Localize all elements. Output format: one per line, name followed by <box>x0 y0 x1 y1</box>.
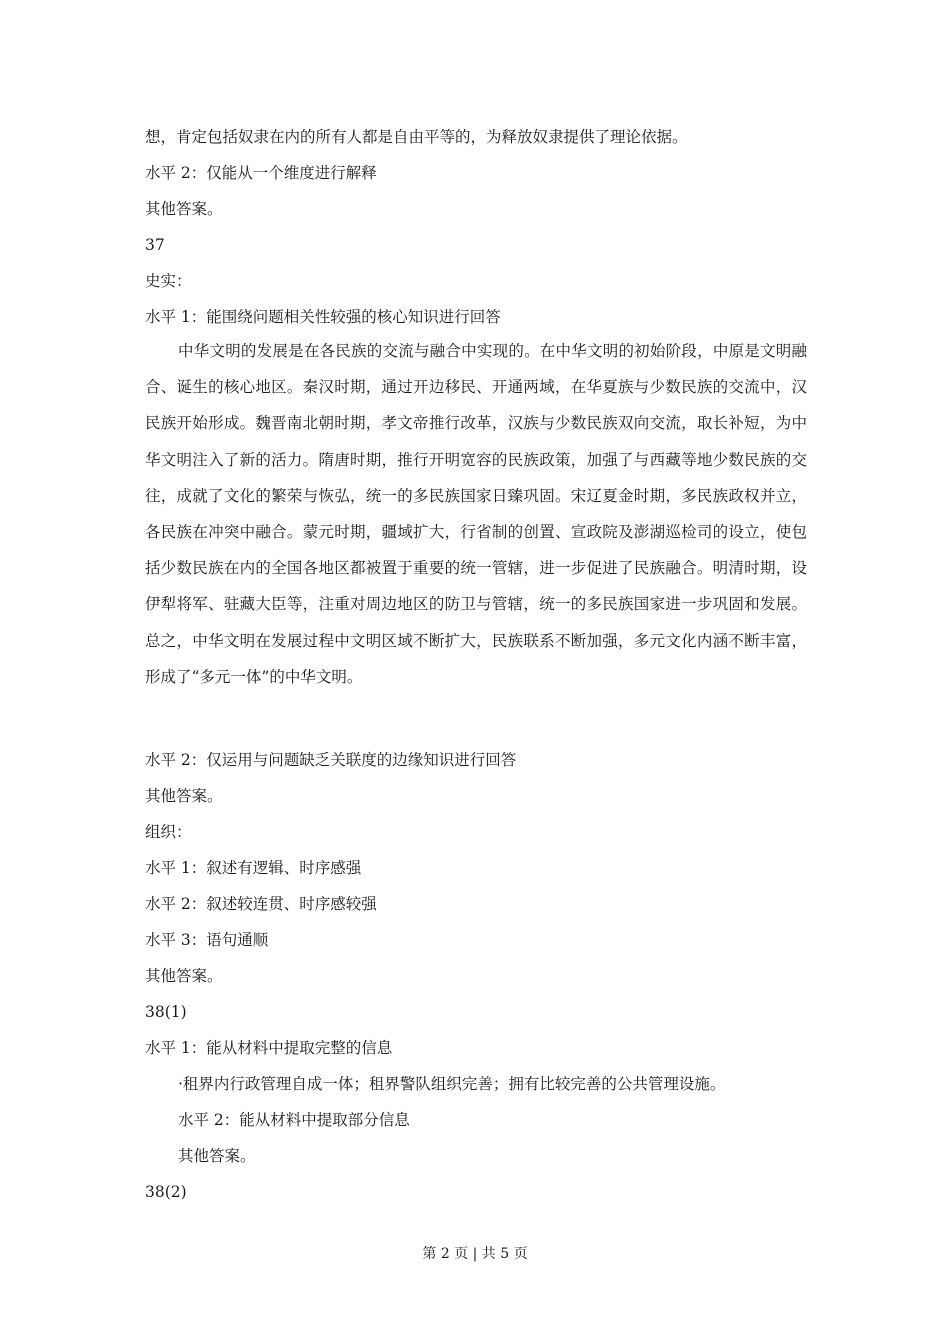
level-2-criterion: 水平 2：叙述较连贯、时序感较强 <box>145 895 377 913</box>
level-1-criterion: 水平 1：叙述有逻辑、时序感强 <box>145 859 362 877</box>
level-2-criterion: 水平 2：仅运用与问题缺乏关联度的边缘知识进行回答 <box>145 751 517 769</box>
other-answers-note: 其他答案。 <box>145 200 223 218</box>
level-3-criterion: 水平 3：语句通顺 <box>145 931 269 949</box>
level-2-criterion: 水平 2：仅能从一个维度进行解释 <box>145 164 377 182</box>
section-label-organization: 组织： <box>145 823 192 841</box>
question-number-37: 37 <box>145 236 165 254</box>
other-answers-note: 其他答案。 <box>145 787 223 805</box>
level-1-criterion: 水平 1：能围绕问题相关性较强的核心知识进行回答 <box>145 308 501 326</box>
level-2-criterion: 水平 2：能从材料中提取部分信息 <box>178 1111 410 1129</box>
section-label-facts: 史实： <box>145 272 192 290</box>
page-footer: 第 2 页 | 共 5 页 <box>422 1246 528 1262</box>
level-1-criterion: 水平 1：能从材料中提取完整的信息 <box>145 1039 393 1057</box>
other-answers-note: 其他答案。 <box>178 1147 256 1165</box>
question-number-38-1: 38(1) <box>145 1003 187 1021</box>
question-number-38-2: 38(2) <box>145 1183 187 1201</box>
other-answers-note: 其他答案。 <box>145 967 223 985</box>
sample-answer-paragraph: 中华文明的发展是在各民族的交流与融合中实现的。在中华文明的初始阶段，中原是文明融合、诞生的核心地区。秦汉时期，通过开边移民、开通两域，在华夏族与少数民族的交流中，汉民族开始形成。魏晋南北朝时期，孝文帝推行改革，汉族与少数民族双向交流，取长补短，为中华文明注入了新的活力。隋唐时期，推行开明宽容的民族政策，加强了与西藏等地少数民族的交往，成就了文化的繁荣与恢弘，统一的多民族国家日臻巩固。宋辽夏金时期，多民族政权并立，各民族在冲突中融合。蒙元时期，疆域扩大，行省制的创置、宣政院及澎湖巡检司的设立，使包括少数民族在内的全国各地区都被置于重要的统一管辖，进一步促进了民族融合。明清时期，设伊犁将军、驻藏大臣等，注重对周边地区的防卫与管辖，统一的多民族国家进一步巩固和发展。总之，中华文明在发展过程中文明区域不断扩大，民族联系不断加强，多元文化内涵不断丰富，形成了“多元一体”的中华文明。 <box>145 342 807 686</box>
answer-text-line: ·租界内行政管理自成一体；租界警队组织完善；拥有比较完善的公共管理设施。 <box>178 1075 726 1093</box>
answer-text-line: 想，肯定包括奴隶在内的所有人都是自由平等的，为释放奴隶提供了理论依据。 <box>145 128 688 146</box>
